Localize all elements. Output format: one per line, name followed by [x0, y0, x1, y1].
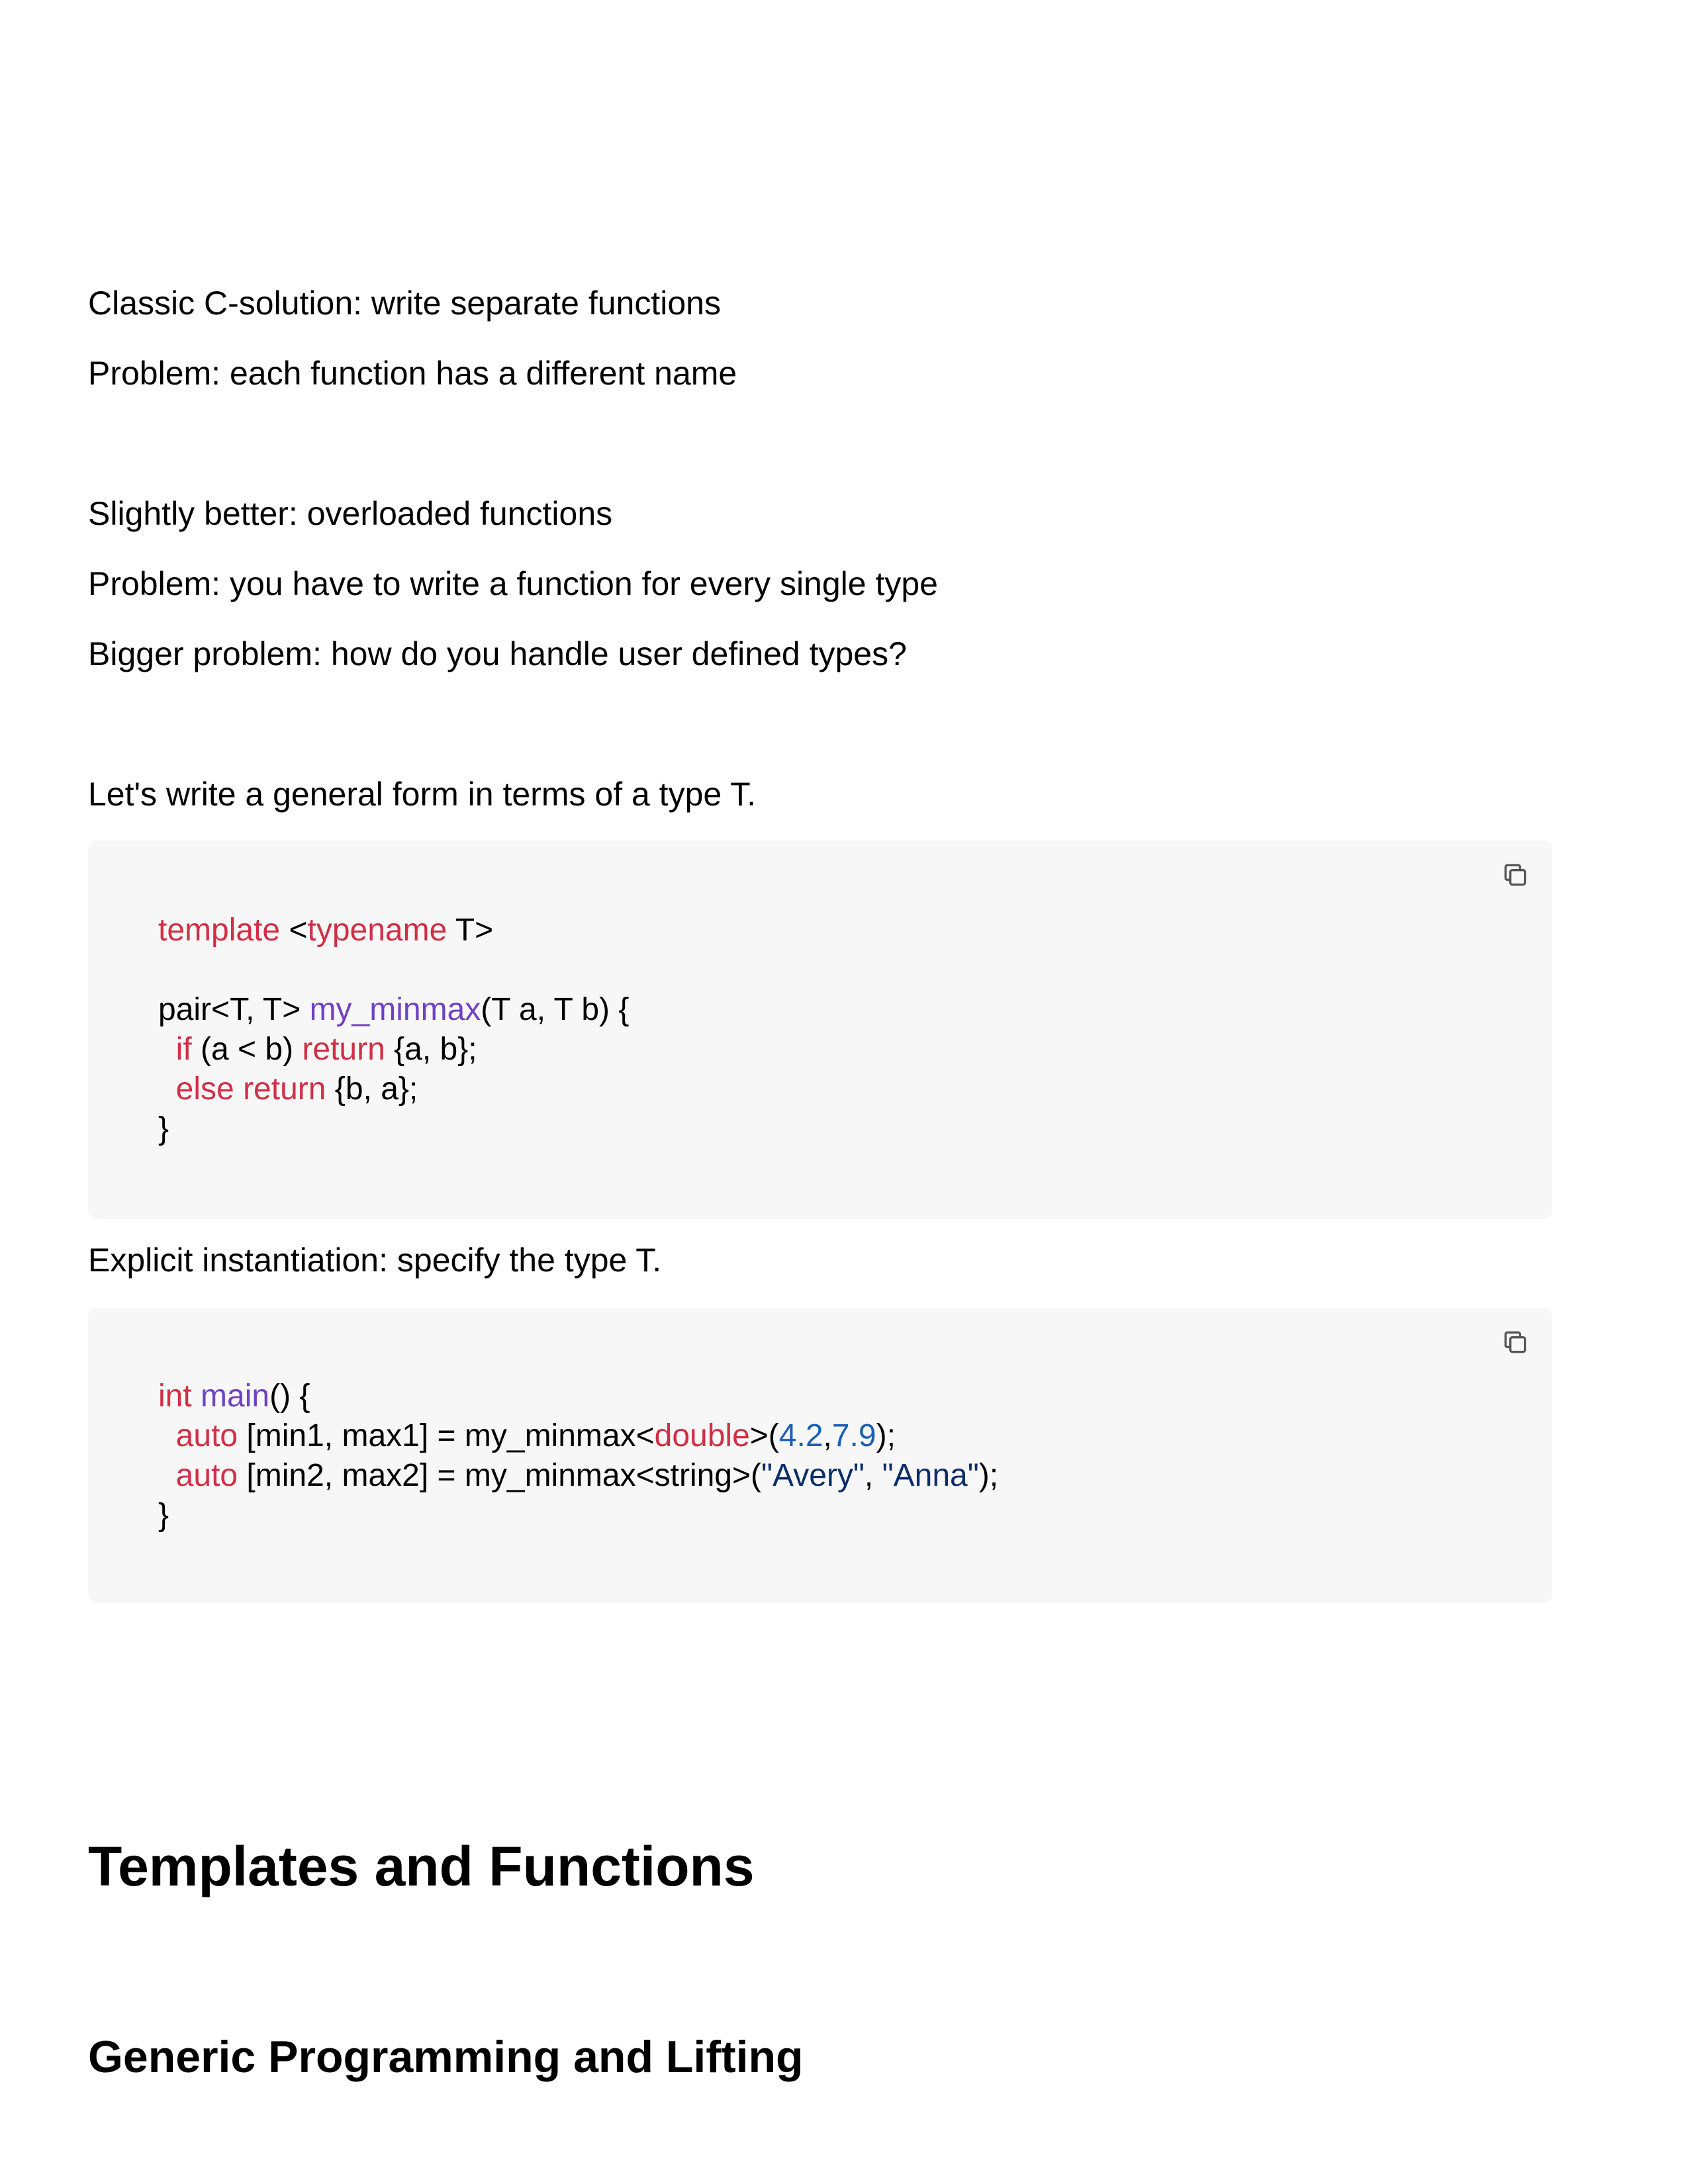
- code-keyword: template: [158, 913, 281, 948]
- code-text: [min1, max1] = my_minmax<: [238, 1418, 655, 1453]
- code-keyword: double: [654, 1418, 750, 1453]
- code-text: ,: [864, 1458, 882, 1493]
- code-keyword: if: [175, 1032, 192, 1067]
- code-text: () {: [269, 1379, 310, 1414]
- copy-icon[interactable]: [1501, 1328, 1530, 1357]
- copy-icon[interactable]: [1501, 860, 1530, 889]
- code-number: 7.9: [831, 1418, 876, 1453]
- code-number: 4.2: [778, 1418, 823, 1453]
- code-text: [192, 1379, 201, 1414]
- code-indent: [158, 1458, 176, 1493]
- code-text: );: [876, 1418, 896, 1453]
- paragraph-bigger-problem: Bigger problem: how do you handle user defined types?: [88, 635, 907, 672]
- code-text: );: [978, 1458, 999, 1493]
- code-line: [158, 990, 629, 1030]
- code-line: [158, 1456, 998, 1496]
- code-line: [158, 1416, 896, 1456]
- code-text: <: [280, 913, 308, 948]
- code-text: >(: [749, 1418, 779, 1453]
- code-function: my_minmax: [309, 992, 481, 1027]
- paragraph-problem-every-type: Problem: you have to write a function for every single type: [88, 565, 938, 602]
- code-line: }: [158, 1111, 169, 1146]
- paragraph-explicit-instantiation: Explicit instantiation: specify the type T.: [88, 1242, 662, 1279]
- code-line: [158, 911, 493, 950]
- code-text: (a < b): [191, 1032, 303, 1067]
- code-keyword: else return: [175, 1071, 326, 1107]
- code-indent: [158, 1071, 176, 1107]
- code-indent: [158, 1418, 176, 1453]
- paragraph-general-form: Let's write a general form in terms of a type T.: [88, 776, 757, 813]
- code-line: }: [158, 1498, 169, 1533]
- code-text: {b, a};: [326, 1071, 418, 1107]
- paragraph-classic-c: Classic C-solution: write separate functions: [88, 285, 721, 322]
- code-indent: [158, 1032, 176, 1067]
- code-text: {a, b};: [385, 1032, 477, 1067]
- code-text: (T a, T b) {: [481, 992, 630, 1027]
- code-keyword: auto: [175, 1418, 238, 1453]
- code-keyword: typename: [307, 913, 447, 948]
- code-keyword: return: [302, 1032, 385, 1067]
- code-function: main: [201, 1379, 270, 1414]
- paragraph-problem-names: Problem: each function has a different name: [88, 355, 737, 392]
- paragraph-overloaded: Slightly better: overloaded functions: [88, 495, 613, 532]
- code-block-template: [88, 841, 1552, 1219]
- code-block-main: [88, 1308, 1552, 1603]
- code-string: "Avery": [761, 1458, 865, 1493]
- code-text: T>: [447, 913, 494, 948]
- code-line: [158, 1030, 477, 1069]
- code-keyword: auto: [175, 1458, 238, 1493]
- code-string: "Anna": [882, 1458, 979, 1493]
- code-keyword: int: [158, 1379, 192, 1414]
- heading-generic-programming: Generic Programming and Lifting: [88, 2032, 804, 2082]
- code-text: ,: [823, 1418, 832, 1453]
- code-line: [158, 1069, 418, 1109]
- heading-templates-and-functions: Templates and Functions: [88, 1835, 755, 1897]
- code-line: [158, 1377, 310, 1416]
- code-text: [min2, max2] = my_minmax<string>(: [238, 1458, 762, 1493]
- code-text: pair<T, T>: [158, 992, 310, 1027]
